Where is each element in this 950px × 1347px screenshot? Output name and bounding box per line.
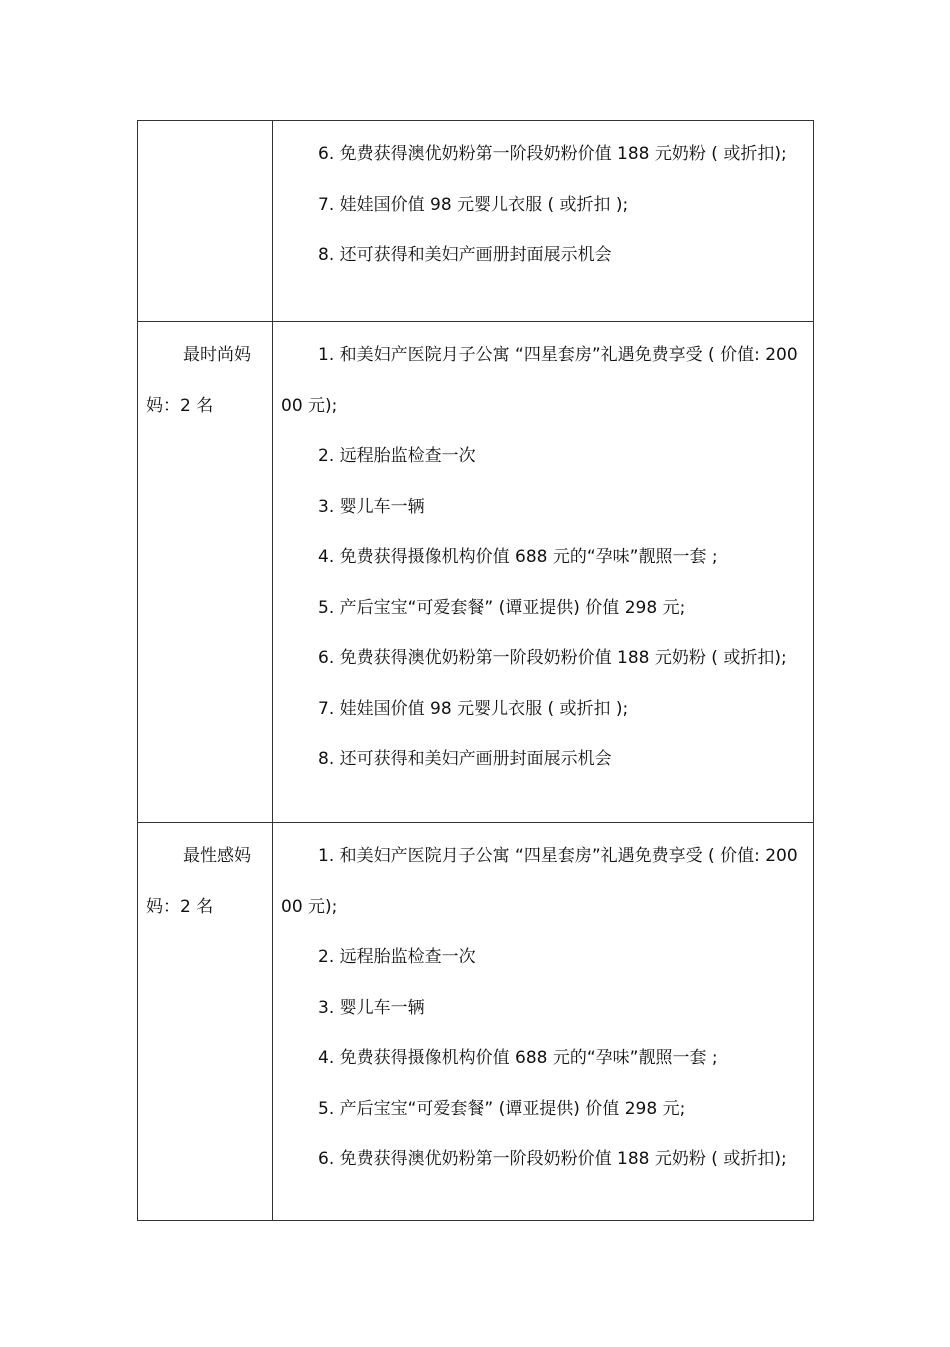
table-row	[138, 322, 814, 823]
table-row	[138, 121, 814, 322]
prize-item: 5. 产后宝宝“可爱套餐” (谭亚提供) 价值 298 元;	[318, 1098, 686, 1119]
prize-list-cell	[273, 121, 814, 322]
prize-item: 3. 婴儿车一辆	[318, 997, 425, 1018]
prize-list-cell	[273, 322, 814, 823]
prize-item: 7. 娃娃国价值 98 元婴儿衣服 ( 或折扣 );	[318, 698, 629, 719]
prize-item: 2. 远程胎监检查一次	[318, 446, 476, 466]
prize-item: 8. 还可获得和美妇产画册封面展示机会	[318, 749, 612, 769]
category-label: 最时尚妈妈：2 名	[146, 345, 251, 416]
prize-item: 1. 和美妇产医院月子公寓 “四星套房”礼遇免费享受 ( 价值: 20000 元);	[281, 345, 798, 416]
table-row	[138, 823, 814, 1221]
category-cell	[138, 322, 273, 823]
prize-list-cell	[273, 823, 814, 1221]
prize-table	[137, 120, 814, 1221]
category-cell	[138, 823, 273, 1221]
prize-item: 3. 婴儿车一辆	[318, 496, 425, 517]
prize-item: 7. 娃娃国价值 98 元婴儿衣服 ( 或折扣 );	[318, 194, 629, 215]
prize-item: 4. 免费获得摄像机构价值 688 元的“孕味”靓照一套 ;	[318, 1048, 718, 1068]
prize-item: 4. 免费获得摄像机构价值 688 元的“孕味”靓照一套 ;	[318, 547, 718, 567]
prize-item: 2. 远程胎监检查一次	[318, 947, 476, 967]
prize-item: 5. 产后宝宝“可爱套餐” (谭亚提供) 价值 298 元;	[318, 597, 686, 618]
prize-item: 6. 免费获得澳优奶粉第一阶段奶粉价值 188 元奶粉 ( 或折扣);	[318, 144, 787, 164]
prize-item: 8. 还可获得和美妇产画册封面展示机会	[318, 245, 612, 265]
category-cell	[138, 121, 273, 322]
prize-item: 1. 和美妇产医院月子公寓 “四星套房”礼遇免费享受 ( 价值: 20000 元);	[281, 846, 798, 917]
prize-item: 6. 免费获得澳优奶粉第一阶段奶粉价值 188 元奶粉 ( 或折扣);	[318, 1149, 787, 1169]
category-label: 最性感妈妈：2 名	[146, 846, 251, 917]
prize-item: 6. 免费获得澳优奶粉第一阶段奶粉价值 188 元奶粉 ( 或折扣);	[318, 648, 787, 668]
